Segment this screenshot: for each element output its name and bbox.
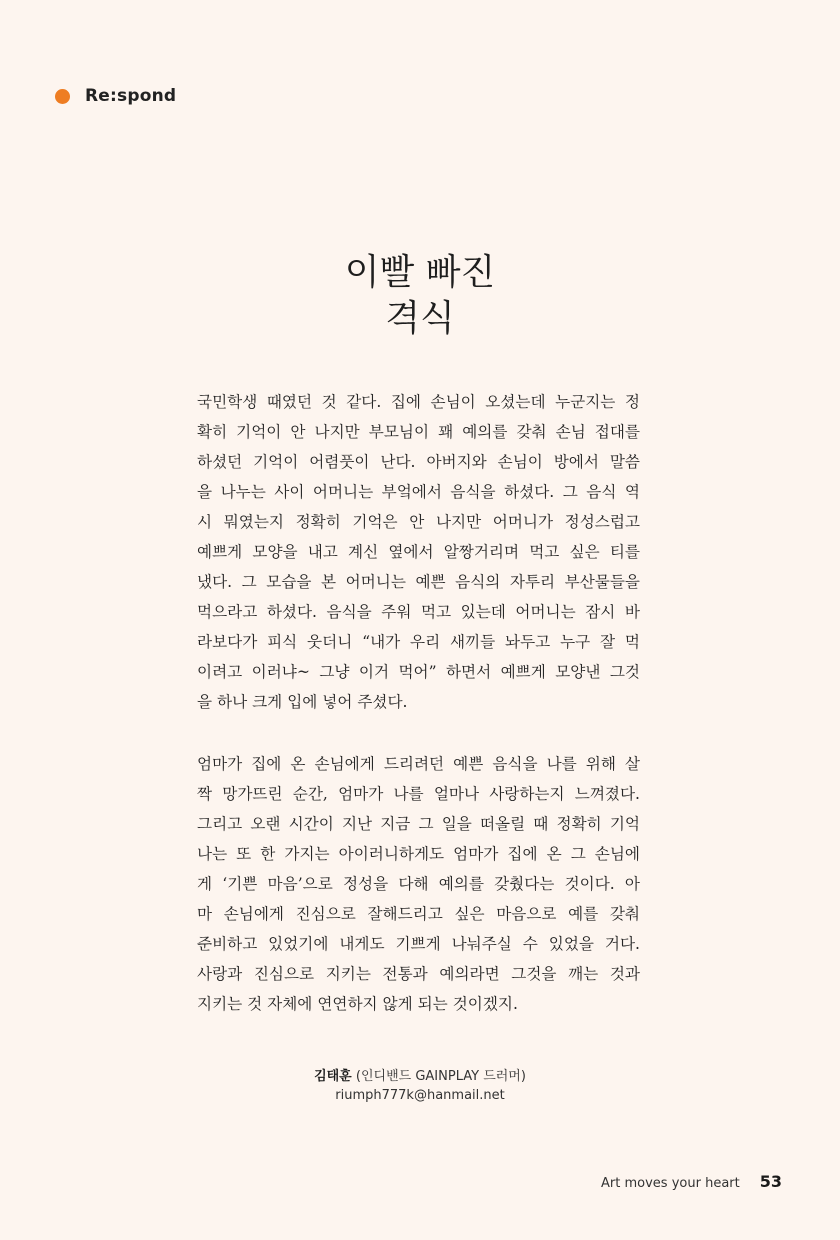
page-number: 53 — [759, 1172, 782, 1191]
body-paragraph-1 — [197, 387, 640, 717]
body-line: 게 ‘기쁜 마음’으로 정성을 다해 예의를 갖췄다는 것이다. 아 — [197, 875, 640, 893]
section-dot-icon — [55, 89, 70, 104]
body-line: 준비하고 있었기에 내게도 기쁘게 나눠주실 수 있었을 거다. — [197, 935, 640, 953]
body-line: 마 손님에게 진심으로 잘해드리고 싶은 마음으로 예를 갖춰 — [197, 905, 640, 923]
article-title — [0, 250, 840, 342]
section-label: Re:spond — [85, 86, 177, 106]
page-footer — [601, 1172, 782, 1191]
author-name: 김태훈 — [314, 1069, 352, 1084]
footer-tagline: Art moves your heart — [601, 1176, 740, 1191]
body-line: 을 하나 크게 입에 넣어 주셨다. — [197, 693, 408, 711]
author-line — [0, 1067, 840, 1086]
body-line: 짝 망가뜨린 순간, 엄마가 나를 얼마나 사랑하는지 느껴졌다. — [197, 785, 640, 803]
article-title-line-2: 격식 — [385, 298, 455, 339]
body-paragraph-2 — [197, 749, 640, 1019]
author-credit — [0, 1067, 840, 1105]
article-title-line-1: 이빨 빠진 — [344, 252, 496, 293]
author-role: (인디밴드 GAINPLAY 드러머) — [355, 1069, 526, 1084]
body-line: 을 나누는 사이 어머니는 부엌에서 음식을 하셨다. 그 음식 역 — [197, 483, 640, 501]
body-line: 사랑과 진심으로 지키는 전통과 예의라면 그것을 깨는 것과 — [197, 965, 640, 983]
section-tag — [55, 86, 176, 106]
body-line: 그리고 오랜 시간이 지난 지금 그 일을 떠올릴 때 정확히 기억 — [197, 815, 640, 833]
body-line: 예쁘게 모양을 내고 계신 옆에서 알짱거리며 먹고 싶은 티를 — [197, 543, 640, 561]
body-line: 엄마가 집에 온 손님에게 드리려던 예쁜 음식을 나를 위해 살 — [197, 755, 640, 773]
body-line: 냈다. 그 모습을 본 어머니는 예쁜 음식의 자투리 부산물들을 — [197, 573, 640, 591]
body-line: 라보다가 피식 웃더니 “내가 우리 새끼들 놔두고 누구 잘 먹 — [197, 633, 640, 651]
body-line: 하셨던 기억이 어렴풋이 난다. 아버지와 손님이 방에서 말씀 — [197, 453, 640, 471]
body-line: 국민학생 때였던 것 같다. 집에 손님이 오셨는데 누군지는 정 — [197, 393, 640, 411]
body-line: 먹으라고 하셨다. 음식을 주워 먹고 있는데 어머니는 잠시 바 — [197, 603, 640, 621]
body-line: 나는 또 한 가지는 아이러니하게도 엄마가 집에 온 그 손님에 — [197, 845, 640, 863]
body-line: 이려고 이러냐~ 그냥 이거 먹어” 하면서 예쁘게 모양낸 그것 — [197, 663, 640, 681]
body-line: 시 뭐였는지 정확히 기억은 안 나지만 어머니가 정성스럽고 — [197, 513, 640, 531]
author-email: riumph777k@hanmail.net — [335, 1088, 505, 1103]
body-line: 확히 기억이 안 나지만 부모님이 꽤 예의를 갖춰 손님 접대를 — [197, 423, 640, 441]
body-line: 지키는 것 자체에 연연하지 않게 되는 것이겠지. — [197, 995, 518, 1013]
